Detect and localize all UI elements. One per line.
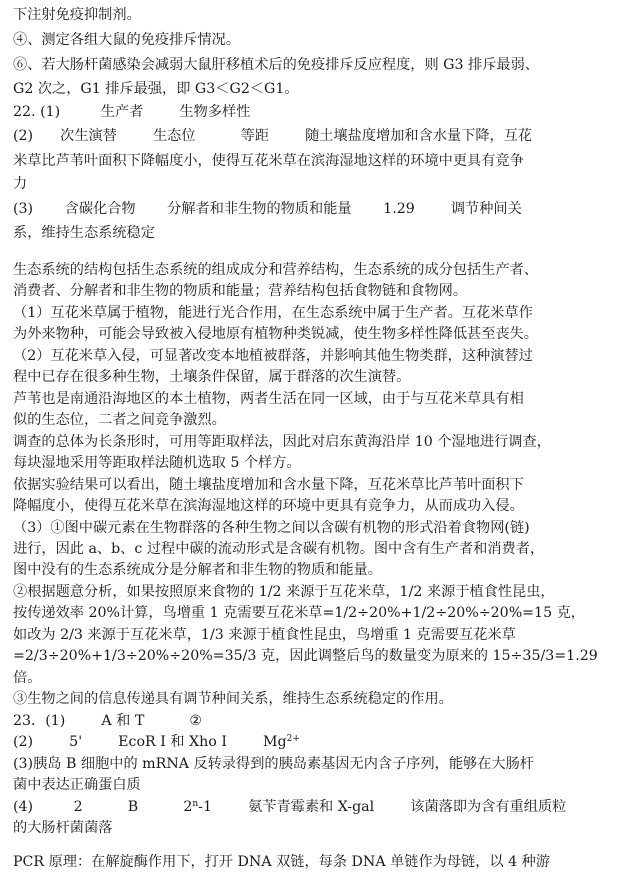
text-line: 的大肠杆菌菌落 bbox=[13, 820, 113, 836]
text-line: 力 bbox=[13, 176, 28, 192]
text-line: G2 次之，G1 排斥最强，即 G3＜G2＜G1。 bbox=[13, 81, 299, 97]
text-line: （3）①图中碳元素在生物群落的各种生物之间以含碳有机物的形式沿着食物网(链) bbox=[13, 520, 530, 536]
text-line: PCR 原理：在解旋酶作用下，打开 DNA 双链，每条 DNA 单链作为母链，以 4 种游 bbox=[13, 854, 551, 870]
text-line: ④、测定各组大鼠的免疫排斥情况。 bbox=[13, 32, 241, 48]
text-span: (4) 2 B 2 bbox=[13, 799, 193, 815]
text-line: 调查的总体为长条形时，可用等距取样法，因此对启东黄海沿岸 10 个湿地进行调查， bbox=[13, 434, 551, 450]
text-line: 倍。 bbox=[13, 670, 42, 686]
text-line: 生态系统的结构包括生态系统的组成成分和营养结构，生态系统的成分包括生产者、 bbox=[13, 262, 538, 278]
text-line: 进行，因此 a、b、c 过程中碳的流动形式是含碳有机物。图中含有生产者和消费者， bbox=[13, 541, 545, 557]
text-line bbox=[13, 797, 566, 817]
text-line: 系，维持生态系统稳定 bbox=[13, 225, 155, 241]
text-line: =2/3÷20%+1/3÷20%÷20%=35/3 克，因此调整后鸟的数量变为原来的 15÷35/3=1.29 bbox=[13, 648, 598, 664]
superscript: 2+ bbox=[286, 734, 300, 744]
text-line: 消费者、分解者和非生物的物质和能量；营养结构包括食物链和食物网。 bbox=[13, 283, 468, 299]
text-line: 程中已存在很多种生物，土壤条件保留，属于群落的次生演替。 bbox=[13, 369, 411, 385]
text-span: (2) 5' EcoR I 和 Xho I Mg bbox=[13, 734, 287, 750]
text-line: (2) 次生演替 生态位 等距 随土壤盐度增加和含水量下降，互花 bbox=[13, 128, 533, 144]
text-line: (3) 含碳化合物 分解者和非生物的物质和能量 1.29 调节种间关 bbox=[13, 201, 522, 217]
text-line: ⑥、若大肠杆菌感染会减弱大鼠肝移植术后的免疫排斥反应程度，则 G3 排斥最弱、 bbox=[13, 57, 539, 73]
text-line bbox=[13, 732, 300, 752]
text-line: 按传递效率 20%计算，鸟增重 1 克需要互花米草=1/2÷20%+1/2÷20%÷20%=15 克， bbox=[13, 605, 585, 621]
text-line: （1）互花米草属于植物，能进行光合作用，在生态系统中属于生产者。互花米草作 bbox=[13, 305, 533, 321]
text-line: 似的生态位，二者之间竞争激烈。 bbox=[13, 412, 226, 428]
text-line: 22. (1) 生产者 生物多样性 bbox=[13, 104, 251, 120]
text-line: ③生物之间的信息传递具有调节种间关系，维持生态系统稳定的作用。 bbox=[13, 691, 453, 707]
text-line: 图中没有的生态系统成分是分解者和非生物的物质和能量。 bbox=[13, 562, 382, 578]
text-line: 每块湿地采用等距取样法随机选取 5 个样方。 bbox=[13, 455, 301, 471]
text-line: (3)胰岛 B 细胞中的 mRNA 反转录得到的胰岛素基因无内含子序列，能够在大肠杆 bbox=[13, 756, 534, 772]
text-line: （2）互花米草入侵，可显著改变本地植被群落，并影响其他生物类群，这种演替过 bbox=[13, 348, 533, 364]
text-line: 芦苇也是南通沿海地区的本土植物，两者生活在同一区域，由于与互花米草具有相 bbox=[13, 391, 524, 407]
text-line: ②根据题意分析，如果按照原来食物的 1/2 来源于互花米草，1/2 来源于植食性昆虫， bbox=[13, 584, 555, 600]
text-line: 米草比芦苇叶面积下降幅度小，使得互花米草在滨海湿地这样的环境中更具有竞争 bbox=[13, 153, 524, 169]
text-line: 降幅度小，使得互花米草在滨海湿地这样的环境中更具有竞争力，从而成功入侵。 bbox=[13, 498, 524, 514]
superscript: n bbox=[192, 799, 199, 809]
text-line: 依据实验结果可以看出，随土壤盐度增加和含水量下降，互花米草比芦苇叶面积下 bbox=[13, 477, 524, 493]
text-line: 如改为 2/3 来源于互花米草，1/3 来源于植食性昆虫，鸟增重 1 克需要互花米草 bbox=[13, 627, 516, 643]
text-line: 下注射免疫抑制剂。 bbox=[13, 7, 141, 23]
text-line: 23．(1) A 和 T ② bbox=[13, 713, 203, 729]
text-line: 为外来物种，可能会导致被入侵地原有植物种类锐减，使生物多样性降低甚至丧失。 bbox=[13, 326, 538, 342]
text-span: -1 氨苄青霉素和 X-gal 该菌落即为含有重组质粒 bbox=[198, 799, 567, 815]
text-line: 菌中表达正确蛋白质 bbox=[13, 777, 141, 793]
